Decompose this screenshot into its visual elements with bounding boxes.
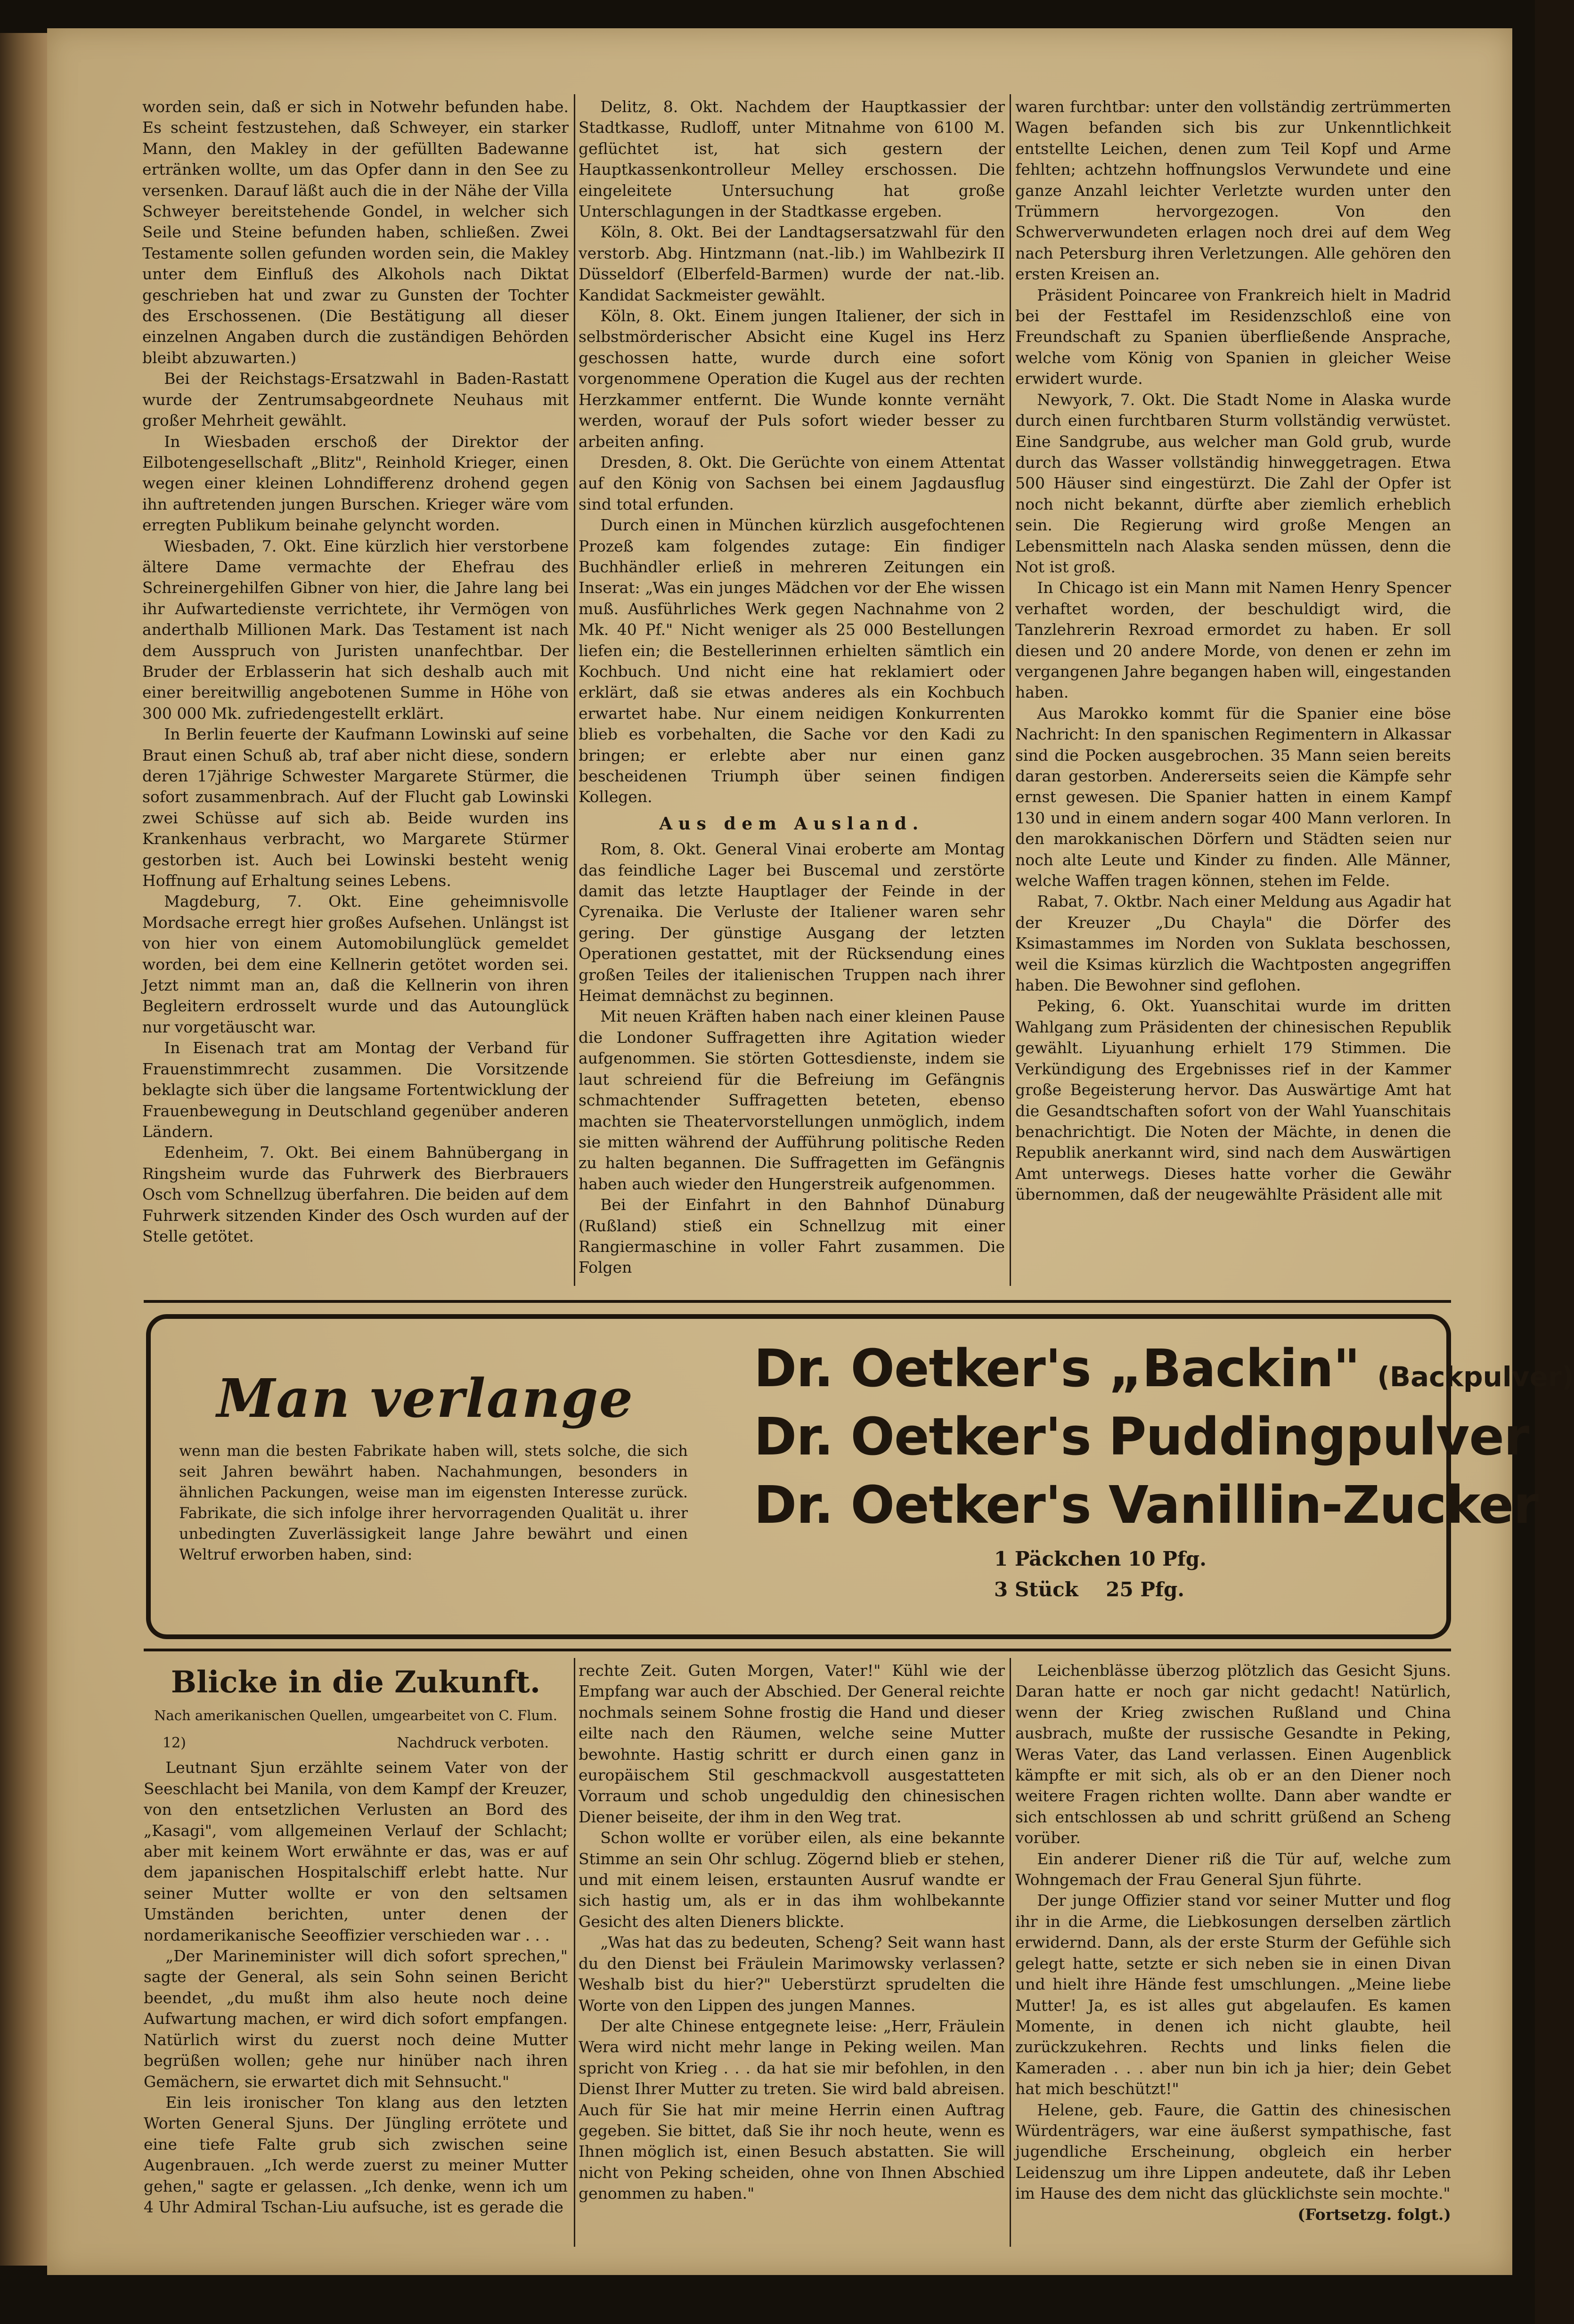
paragraph: Köln, 8. Okt. Bei der Landtagsersatzwahl für den verstorb. Abg. Hintzmann (nat.-lib.) im Wahlbezirk II Düsseldorf (Elberfeld-Barmen) wurde der nat.-lib. Kandidat Sackmeister gewählt. xyxy=(579,223,1005,304)
paragraph: Leutnant Sjun erzählte seinem Vater von der Seeschlacht bei Manila, von dem Kampf der Kreuzer, von den entsetzlichen Verlusten an Bord des „Kasagi", vom allgemeinen Verlauf der Schlacht; aber mit keinem Wort erwähnte er das, was er auf dem japanischen Hospitalschiff erlebt hatte. Nur seiner Mutter wollte er von den seltsamen Umständen berichten, unter denen der nordamerikanische Seeoffizier verschieden war . . . xyxy=(144,1758,568,1944)
news-column-3 xyxy=(1015,97,1451,1284)
paragraph: In Berlin feuerte der Kaufmann Lowinski auf seine Braut einen Schuß ab, traf aber nicht diese, sondern deren 17jährige Schwester Margarete Stürmer, die sofort zusammenbrach. Auf der Flucht gab Lowinski zwei Schüsse auf sich ab. Beide wurden ins Krankenhaus verbracht, wo Margarete Stürmer gestorben ist. Auch bei Lowinski besteht wenig Hoffnung auf Erhaltung seines Lebens. xyxy=(142,725,569,890)
section-divider xyxy=(144,1649,1451,1651)
paragraph: Köln, 8. Okt. Einem jungen Italiener, der sich in selbstmörderischer Absicht eine Kugel ins Herz geschossen hatte, wurde durch eine sofort vorgenommene Operation die Kugel aus der rechten Herzkammer entfernt. Die Wunde konnte vernäht werden, worauf der Puls sofort wieder besser zu arbeiten anfing. xyxy=(579,307,1005,451)
paragraph: „Was hat das zu bedeuten, Scheng? Seit wann hast du den Dienst bei Fräulein Marimowsky verlassen? Weshalb bist du hier?" Ueberstürzt sprudelten die Worte von den Lippen des jungen Mannes. xyxy=(579,1933,1005,2015)
feuilleton-column-3 xyxy=(1015,1660,1451,2244)
feuilleton-title: Blicke in die Zukunft. xyxy=(171,1665,541,1700)
paragraph: Schon wollte er vorüber eilen, als eine bekannte Stimme an sein Ohr schlug. Zögernd blieb er stehen, und mit einem leisen, erstaunten Ausruf wandte er sich hastig um, als er in das ihm wohlbekannte Gesicht des alten Dieners blickte. xyxy=(579,1828,1005,1931)
ad-product-backin-name: Dr. Oetker's „Backin" xyxy=(754,1338,1360,1398)
section-divider xyxy=(144,1300,1451,1303)
column-rule xyxy=(574,94,575,1286)
paragraph: Bei der Reichstags-Ersatzwahl in Baden-Rastatt wurde der Zentrumsabgeordnete Neuhaus mit großer Mehrheit gewählt. xyxy=(142,369,569,430)
column-rule xyxy=(1010,1658,1011,2247)
ad-headline: Man verlange xyxy=(217,1368,634,1430)
reprint-notice: Nachdruck verboten. xyxy=(397,1735,549,1751)
paragraph: Leichenblässe überzog plötzlich das Gesicht Sjuns. Daran hatte er noch gar nicht gedacht! Natürlich, wenn der Krieg zwischen Rußland und China ausbrach, mußte der russische Gesandte in Peking, Weras Vater, das Land verlassen. Einen Augenblick kämpfte er mit sich, als ob er an den Diener noch weitere Fragen richten wollte. Dann aber wandte er sich entschlossen ab und schritt grüßend an Scheng vorüber. xyxy=(1015,1661,1451,1847)
column-rule xyxy=(574,1658,575,2247)
paragraph: Rabat, 7. Oktbr. Nach einer Meldung aus Agadir hat der Kreuzer „Du Chayla" die Dörfer des Ksimastammes im Norden von Suklata beschossen, weil die Ksimas kürzlich die Wachtposten angegriffen haben. Die Bewohner sind geflohen. xyxy=(1015,892,1451,995)
paragraph: Edenheim, 7. Okt. Bei einem Bahnübergang in Ringsheim wurde das Fuhrwerk des Bierbrauers Osch vom Schnellzug überfahren. Die beiden auf dem Fuhrwerk sitzenden Kinder des Osch wurden auf der Stelle getötet. xyxy=(142,1143,569,1245)
news-column-2 xyxy=(579,97,1005,1284)
column-rule xyxy=(1010,94,1011,1286)
feuilleton-column-2 xyxy=(579,1660,1005,2244)
ad-body-text: wenn man die besten Fabrikate haben will, stets solche, die sich seit Jahren bewährt haben. Nachahmungen, besonders in ähnlichen Packungen, weise man im eigensten Interesse zurück. Fabrikate, die sich infolge ihrer hervorragenden Qualität u. ihrer unbedingten Zuverlässigkeit lange Jahre bewährt und einen Weltruf erworben haben, sind: xyxy=(179,1442,688,1563)
ad-price-single: 1 Päckchen 10 Pfg. xyxy=(994,1547,1207,1570)
paragraph: Präsident Poincaree von Frankreich hielt in Madrid bei der Festtafel im Residenzschloß eine von Freundschaft zu Spanien überfließende Ansprache, welche vom König von Spanien in gleicher Weise erwidert wurde. xyxy=(1015,285,1451,388)
paragraph: worden sein, daß er sich in Notwehr befunden habe. Es scheint festzustehen, daß Schweyer, ein starker Mann, den Makley in der gefüllten Badewanne ertränken wollte, um das Opfer dann in den See zu versenken. Darauf läßt auch die in der Nähe der Villa Schweyer bereitstehende Gondel, in welcher sich Seile und Steine befunden haben, schließen. Zwei Testamente sollen gefunden worden sein, die Makley unter dem Einfluß des Alkohols nach Diktat geschrieben hat und zwar zu Gunsten der Tochter des Erschossenen. (Die Bestätigung all dieser einzelnen Angaben durch die zuständigen Behörden bleibt abzuwarten.) xyxy=(142,98,569,367)
paragraph: Durch einen in München kürzlich ausgefochtenen Prozeß kam folgendes zutage: Ein findiger Buchhändler erließ in mehreren Zeitungen ein Inserat: „Was ein junges Mädchen vor der Ehe wissen muß. Ausführliches Werk gegen Nachnahme von 2 Mk. 40 Pf." Nicht weniger als 25 000 Bestellungen liefen ein; die Bestellerinnen erhielten sämtlich ein Kochbuch. Und nicht eine hat reklamiert oder erklärt, daß sie etwas anderes als ein Kochbuch erwartet habe. Nur einem neidigen Konkurrenten blieb es vorbehalten, die Sache vor den Kadi zu bringen; er erlebte aber nur einen ganz bescheidenen Triumph über seinen findigen Kollegen. xyxy=(579,516,1005,806)
installment-number: 12) xyxy=(163,1735,186,1751)
ad-product-vanillin: Dr. Oetker's Vanillin-Zucker xyxy=(754,1475,1539,1535)
ad-product-pudding: Dr. Oetker's Puddingpulver xyxy=(754,1406,1529,1467)
paragraph: Magdeburg, 7. Okt. Eine geheimnisvolle Mordsache erregt hier großes Aufsehen. Unlängst ist von hier von einem Automobilunglück gemeldet worden, bei dem eine Kellnerin getötet worden sei. Jetzt nimmt man an, daß die Kellnerin von ihren Begleitern erdrosselt wurde und das Autounglück nur vorgetäuscht war. xyxy=(142,892,569,1036)
paragraph: Mit neuen Kräften haben nach einer kleinen Pause die Londoner Suffragetten ihre Agitation wieder aufgenommen. Sie störten Gottesdienste, indem sie laut schreiend für die Befreiung im Gefängnis schmachtender Suffragetten beteten, ebenso machten sie Theatervorstellungen unmöglich, indem sie mitten während der Aufführung politische Reden zu halten begannen. Die Suffragetten im Gefängnis haben auch wieder den Hungerstreik aufgenommen. xyxy=(579,1007,1005,1193)
paragraph: In Chicago ist ein Mann mit Namen Henry Spencer verhaftet worden, der beschuldigt wird, die Tanzlehrerin Rexroad ermordet zu haben. Er soll diesen und 20 andere Morde, von denen er zehn im vergangenen Jahre begangen haben will, eingestanden haben. xyxy=(1015,578,1451,702)
paragraph: Delitz, 8. Okt. Nachdem der Hauptkassier der Stadtkasse, Rudloff, unter Mitnahme von 6100 M. geflüchtet ist, hat sich gestern der Hauptkassenkontrolleur Melley erschossen. Die eingeleitete Untersuchung hat große Unterschlagungen in der Stadtkasse ergeben. xyxy=(579,98,1005,221)
paragraph: „Der Marineminister will dich sofort sprechen," sagte der General, als sein Sohn seinen Bericht beendet, „du mußt ihm also heute noch deine Aufwartung machen, er wird dich sofort empfangen. Natürlich wirst du zuerst noch deine Mutter begrüßen wollen; gehe nur hinüber nach ihren Gemächern, sie erwartet dich mit Sehnsucht." xyxy=(144,1947,568,2091)
paragraph: Helene, geb. Faure, die Gattin des chinesischen Würdenträgers, war eine äußerst sympathische, fast jugendliche Erscheinung, obgleich ein herber Leidenszug um ihre Lippen andeutete, daß ihr Leben im Hause des dem nicht das glücklichste sein mochte." xyxy=(1015,2100,1451,2203)
ad-price-three: 3 Stück 25 Pfg. xyxy=(994,1578,1184,1601)
paragraph: In Wiesbaden erschoß der Direktor der Eilbotengesellschaft „Blitz", Reinhold Krieger, einen wegen einer kleinen Lohndifferenz drohend gegen ihn auftretenden jungen Burschen. Krieger wäre vom erregten Publikum beinahe gelyncht worden. xyxy=(142,432,569,535)
paragraph: In Eisenach trat am Montag der Verband für Frauenstimmrecht zusammen. Die Vorsitzende beklagte sich über die langsame Fortentwicklung der Frauenbewegung in Deutschland gegenüber anderen Ländern. xyxy=(142,1039,569,1141)
paragraph: Dresden, 8. Okt. Die Gerüchte von einem Attentat auf den König von Sachsen bei einem Jagdausflug sind total erfunden. xyxy=(579,453,1005,513)
paragraph: rechte Zeit. Guten Morgen, Vater!" Kühl wie der Empfang war auch der Abschied. Der General reichte nochmals seinem Sohne frostig die Hand und dieser eilte nach den Räumen, welche seine Mutter bewohnte. Hastig schritt er durch einen ganz in europäischem Stil geschmackvoll ausgestatteten Vorraum und schob ungeduldig den chinesischen Diener beiseite, der ihm in den Weg trat. xyxy=(579,1661,1005,1826)
ad-product-backin-note: (Backpulver) xyxy=(1377,1361,1574,1393)
feuilleton-meta xyxy=(144,1733,568,1754)
section-heading: Aus dem Ausland. xyxy=(659,813,924,834)
feuilleton-column-1 xyxy=(144,1660,568,2244)
book-binding xyxy=(0,33,47,2266)
paragraph: Aus Marokko kommt für die Spanier eine böse Nachricht: In den spanischen Regimentern in Alkassar sind die Pocken ausgebrochen. 35 Mann seien bereits daran gestorben. Andererseits seien die Kämpfe sehr ernst gewesen. Die Spanier hatten in einem Kampf 130 und in einem andern sogar 400 Mann verloren. In den marokkanischen Dörfern und Städten seien nur noch alte Leute und Kinder zu finden. Alle Männer, welche Waffen tragen können, stehen im Felde. xyxy=(1015,704,1451,890)
paragraph: Der alte Chinese entgegnete leise: „Herr, Fräulein Wera wird nicht mehr lange in Peking weilen. Man spricht von Krieg . . . da hat sie mir befohlen, in den Dienst Ihrer Mutter zu treten. Sie wird bald abreisen. Auch für Sie hat mir meine Herrin einen Auftrag gegeben. Sie bittet, daß Sie ihr noch heute, wenn es Ihnen möglich ist, einen Besuch abstatten. Sie will nicht von Peking scheiden, ohne von Ihnen Abschied genommen zu haben." xyxy=(579,2016,1005,2203)
paragraph: Wiesbaden, 7. Okt. Eine kürzlich hier verstorbene ältere Dame vermachte der Ehefrau des Schreinergehilfen Gibner von hier, die Jahre lang bei ihr Aufwartedienste verrichtete, ihr Vermögen von anderthalb Millionen Mark. Das Testament ist nach dem Ausspruch von Juristen unanfechtbar. Der Bruder der Erblasserin hat sich deshalb auch mit einer bereitwillig angebotenen Summe in Höhe von 300 000 Mk. zufriedengestellt erklärt. xyxy=(142,536,569,723)
paragraph: Ein anderer Diener riß die Tür auf, welche zum Wohngemach der Frau General Sjun führte. xyxy=(1015,1849,1451,1889)
paragraph: Newyork, 7. Okt. Die Stadt Nome in Alaska wurde durch einen furchtbaren Sturm vollständig verwüstet. Eine Sandgrube, aus welcher man Gold grub, wurde durch das Wasser vollständig hinweggetragen. Etwa 500 Häuser sind eingestürzt. Die Zahl der Opfer ist noch nicht bekannt, dürfte aber ziemlich erheblich sein. Die Regierung wird große Mengen an Lebensmitteln nach Alaska senden müssen, denn die Not ist groß. xyxy=(1015,390,1451,576)
paragraph: Bei der Einfahrt in den Bahnhof Dünaburg (Rußland) stieß ein Schnellzug mit einer Rangiermaschine in voller Fahrt zusammen. Die Folgen xyxy=(579,1195,1005,1277)
feuilleton-subtitle: Nach amerikanischen Quellen, umgearbeitet von C. Flum. xyxy=(154,1707,557,1723)
paragraph: Peking, 6. Okt. Yuanschitai wurde im dritten Wahlgang zum Präsidenten der chinesischen Republik gewählt. Liyuanhung erhielt 179 Stimmen. Die Verkündigung des Ergebnisses rief in der Kammer große Begeisterung hervor. Das Auswärtige Amt hat die Gesandtschaften sofort von der Wahl Yuanschitais benachrichtigt. Die Noten der Mächte, in denen die Republik anerkannt wird, sind nach dem Auswärtigen Amt unterwegs. Dieses hatte vorher die Gewähr übernommen, daß der neugewählte Präsident alle mit xyxy=(1015,997,1451,1204)
news-column-1 xyxy=(142,97,569,1284)
continued-notice: (Fortsetzg. folgt.) xyxy=(1297,2205,1451,2224)
paragraph: Der junge Offizier stand vor seiner Mutter und flog ihr in die Arme, die Liebkosungen derselben zärtlich erwidernd. Dann, als der erste Sturm der Gefühle sich gelegt hatte, setzte er sich neben sie in einen Divan und hielt ihre Hände fest umschlungen. „Meine liebe Mutter! Ja, es ist alles gut abgelaufen. Es kamen Momente, in denen ich nicht glaubte, heil zurückzukehren. Rechts und links fielen die Kameraden . . . aber nun bin ich ja hier; dein Gebet hat mich beschützt!" xyxy=(1015,1891,1451,2098)
paragraph: waren furchtbar: unter den vollständig zertrümmerten Wagen befanden sich bis zur Unkenntlichkeit entstellte Leichen, denen zum Teil Kopf und Arme fehlten; achtzehn hoffnungslos Verwundete und eine ganze Anzahl leichter Verletzte wurden unter den Trümmern hervorgezogen. Von den Schwerverwundeten erlagen noch drei auf dem Weg nach Petersburg ihren Verletzungen. Alle gehören den ersten Kreisen an. xyxy=(1015,98,1451,284)
ad-product-backin xyxy=(754,1338,1574,1405)
paragraph: Rom, 8. Okt. General Vinai eroberte am Montag das feindliche Lager bei Buscemal und zerstörte damit das letzte Hauptlager der Feinde in der Cyrenaika. Die Verluste der Italiener waren sehr gering. Der günstige Ausgang der letzten Operationen gestattet, mit der Rücksendung eines großen Teiles der italienischen Truppen nach ihrer Heimat demnächst zu beginnen. xyxy=(579,840,1005,1005)
paragraph: Ein leis ironischer Ton klang aus den letzten Worten General Sjuns. Der Jüngling errötete und eine tiefe Falte grub sich zwischen seine Augenbrauen. „Ich werde zuerst zu meiner Mutter gehen," sagte er gelassen. „Ich denke, wenn ich um 4 Uhr Admiral Tschan-Liu aufsuche, ist es gerade die xyxy=(144,2093,568,2216)
